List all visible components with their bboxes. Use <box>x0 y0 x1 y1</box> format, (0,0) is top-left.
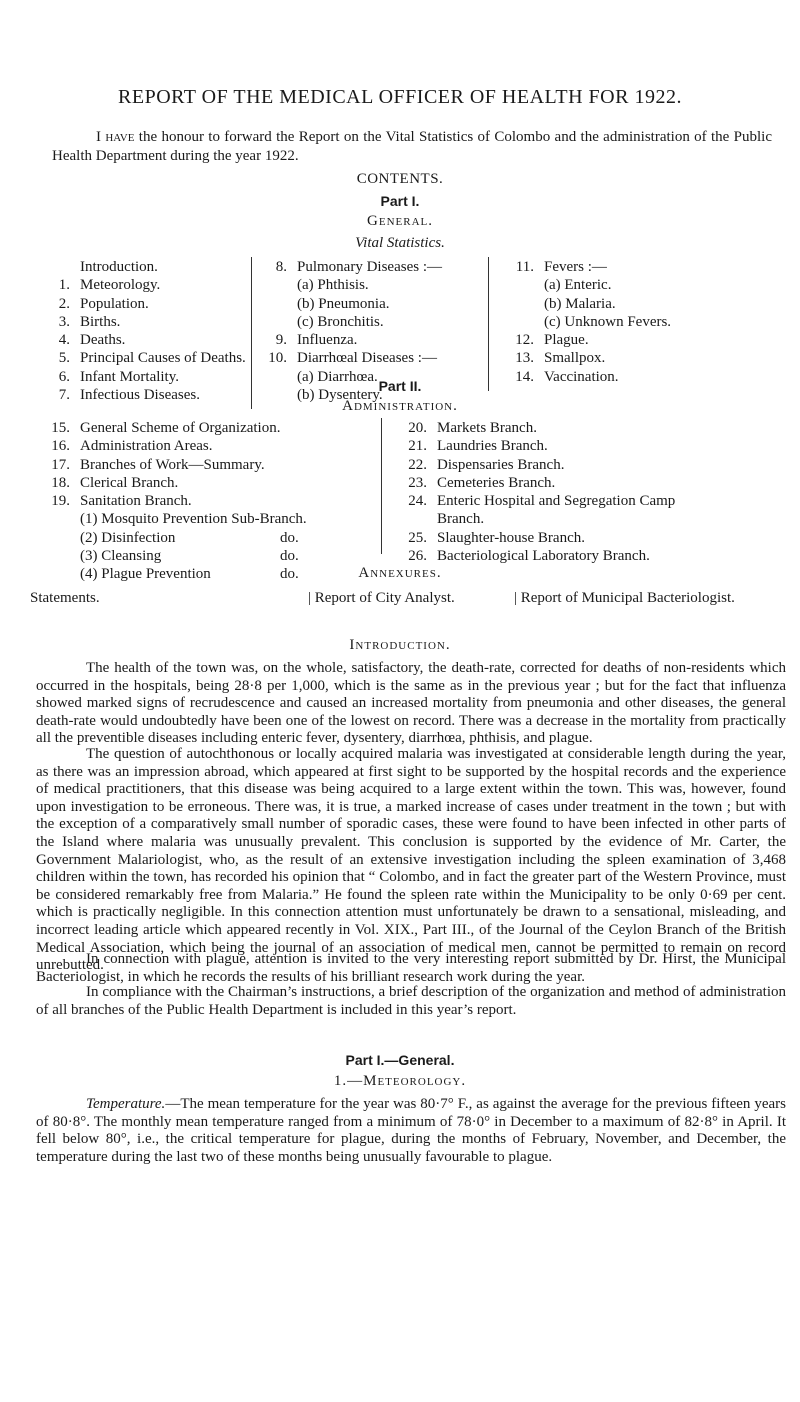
toc-item: 11. Fevers :— <box>515 259 607 275</box>
intro-lead: I have <box>96 129 135 145</box>
part1-label: Part I. <box>380 193 420 209</box>
toc-subitem: (3) Cleansing do. <box>80 548 299 565</box>
introduction-paragraph: The question of autochthonous or locally acquired malaria was investigated at considerable length during the year, as there was an impression abroad, which appeared at first sight to be supported by the hospital records and the experience of medical practitioners, that this disease was being acquired to a large extent within the town. This was, however, found upon investigation to be erroneous. There was, it is true, a marked increase of cases under treatment in the town ; but with the exception of a comparatively small number of sporadic cases, these were found to have been infected in other parts of the Island where malaria was unusually prevalent. This conclusion is supported by the evidence of Mr. Carter, the Government Malariologist, who, as the result of an extensive investigation including the spleen examination of 3,468 children within the town, has recorded his opinion that “ Colombo, and in fact the greater part of the Western Province, must be considered remarkably free from Malaria.” He found the spleen rate within the Municipality to be only 0·69 per cent. which is practically negligible. In this connection attention must unfortunately be drawn to a sensational, misleading, and incorrect leading article which appeared recently in Vol. XIX., Part III., of the Journal of the Ceylon Branch of the British Medical Association, which being the journal of an association of medical men, cannot be permitted to remain on record unrebutted. <box>36 746 786 974</box>
toc-item: 25. Slaughter-house Branch. <box>408 529 585 546</box>
toc-subitem: (c) Unknown Fevers. <box>544 313 672 330</box>
toc-item: 15. General Scheme of Organization. <box>51 420 281 436</box>
toc-item: 1. Meteorology. <box>58 277 161 294</box>
toc-item: Introduction. <box>80 259 158 275</box>
toc-item: 22. Dispensaries Branch. <box>408 456 565 473</box>
toc-item: 20. Markets Branch. <box>408 420 537 436</box>
introduction-paragraph: In compliance with the Chairman’s instructions, a brief description of the organization and method of administration of all branches of the Public Health Department is included in this year’s report. <box>36 984 786 1018</box>
temperature-paragraph <box>36 1096 786 1166</box>
contents-heading: CONTENTS. <box>356 171 444 187</box>
toc-item: 7. Infectious Diseases. <box>58 387 200 404</box>
toc-item: 2. Population. <box>58 295 149 312</box>
toc-item: 21. Laundries Branch. <box>408 438 548 455</box>
part1-column-3 <box>492 258 792 386</box>
toc-item: 8. Pulmonary Diseases :— <box>275 259 442 275</box>
toc-item: 24. Enteric Hospital and Segregation Camp <box>408 493 676 510</box>
annexure-item: Statements. <box>30 590 100 606</box>
introduction-paragraph: The health of the town was, on the whole, satisfactory, the death-rate, corrected for deaths of non-residents which occurred in the hospitals, being 28·8 per 1,000, which is the same as in the previous year ; but for the fact that influenza showed marked signs of recrudescence and caused an increased mortality from pneumonia and other diseases, the general death-rate would undoubtedly have been one of the lowest on record. There was a decrease in the mortality from practically all the preventible diseases including enteric fever, dysentery, diarrhœa, phthisis, and plague. <box>36 660 786 747</box>
toc-item: 12. Plague. <box>515 332 589 349</box>
annexure-item: | Report of Municipal Bacteriologist. <box>514 590 735 606</box>
toc-subitem: (2) Disinfection do. <box>80 529 299 546</box>
part2-column-1 <box>30 419 370 584</box>
intro-text: the honour to forward the Report on the Vital Statistics of Colombo and the administration of the Public Health Department during the year 1922. <box>52 129 772 164</box>
toc-item: 6. Infant Mortality. <box>58 368 180 385</box>
toc-item: 9. Influenza. <box>275 332 358 349</box>
toc-item: 13. Smallpox. <box>515 350 606 367</box>
toc-subitem: (b) Dysentery. <box>297 387 383 404</box>
toc-item: 14. Vaccination. <box>515 368 619 385</box>
part2-column-2 <box>385 419 795 565</box>
toc-item: 17. Branches of Work—Summary. <box>51 456 265 473</box>
toc-item: 26. Bacteriological Laboratory Branch. <box>408 548 650 565</box>
column-divider <box>488 257 489 391</box>
toc-subitem: (b) Malaria. <box>544 295 616 312</box>
toc-item: 5. Principal Causes of Deaths. <box>58 350 246 367</box>
toc-item: 4. Deaths. <box>58 332 126 349</box>
part2-label: Part II. <box>378 378 422 394</box>
part1-subheading: Vital Statistics. <box>355 235 445 251</box>
part1-heading: General. <box>367 213 433 229</box>
toc-subitem: (b) Pneumonia. <box>297 295 390 312</box>
introduction-paragraph: In connection with plague, attention is invited to the very interesting report submitted by Dr. Hirst, the Municipal Bacteriologist, in which he records the results of his brilliant research work during the year. <box>36 951 786 985</box>
introduction-heading: Introduction. <box>349 637 451 653</box>
report-title: REPORT OF THE MEDICAL OFFICER OF HEALTH FOR 1922. <box>118 86 682 108</box>
temperature-text: —The mean temperature for the year was 80·7° F., as against the average for the previous fifteen years of 80·8°. The monthly mean temperature ranged from a minimum of 78·0° in December to a maximum of 82·8° in April. It fell below 80°, i.e., the critical temperature for plague, during the months of February, November, and December, the temperature during the last two of these months being unusually favourable to plague. <box>36 1096 786 1165</box>
column-divider <box>381 418 382 554</box>
toc-item: 23. Cemeteries Branch. <box>408 474 556 491</box>
part-general-label: Part I.—General. <box>345 1052 455 1068</box>
intro-paragraph <box>52 128 772 166</box>
toc-item: 3. Births. <box>58 313 121 330</box>
annexures-heading: Annexures. <box>358 565 442 581</box>
annexure-item: | Report of City Analyst. <box>308 590 455 606</box>
toc-subitem: (4) Plague Prevention do. <box>80 566 299 583</box>
toc-subitem: (a) Phthisis. <box>297 277 369 294</box>
toc-item: 10. Diarrhœal Diseases :— <box>268 350 437 367</box>
toc-subitem: (1) Mosquito Prevention Sub-Branch. <box>80 511 307 528</box>
toc-item: 16. Administration Areas. <box>51 438 213 455</box>
toc-subitem: (a) Enteric. <box>544 277 612 294</box>
toc-subitem: (c) Bronchitis. <box>297 313 384 330</box>
toc-item-continuation: Branch. <box>437 511 485 528</box>
part2-heading: Administration. <box>342 398 458 414</box>
toc-item: 18. Clerical Branch. <box>51 474 179 491</box>
temperature-lead: Temperature. <box>86 1096 166 1112</box>
toc-subitem: (a) Diarrhœa. <box>297 368 378 385</box>
meteorology-heading: 1.—Meteorology. <box>333 1073 467 1089</box>
toc-item: 19. Sanitation Branch. <box>51 493 192 510</box>
